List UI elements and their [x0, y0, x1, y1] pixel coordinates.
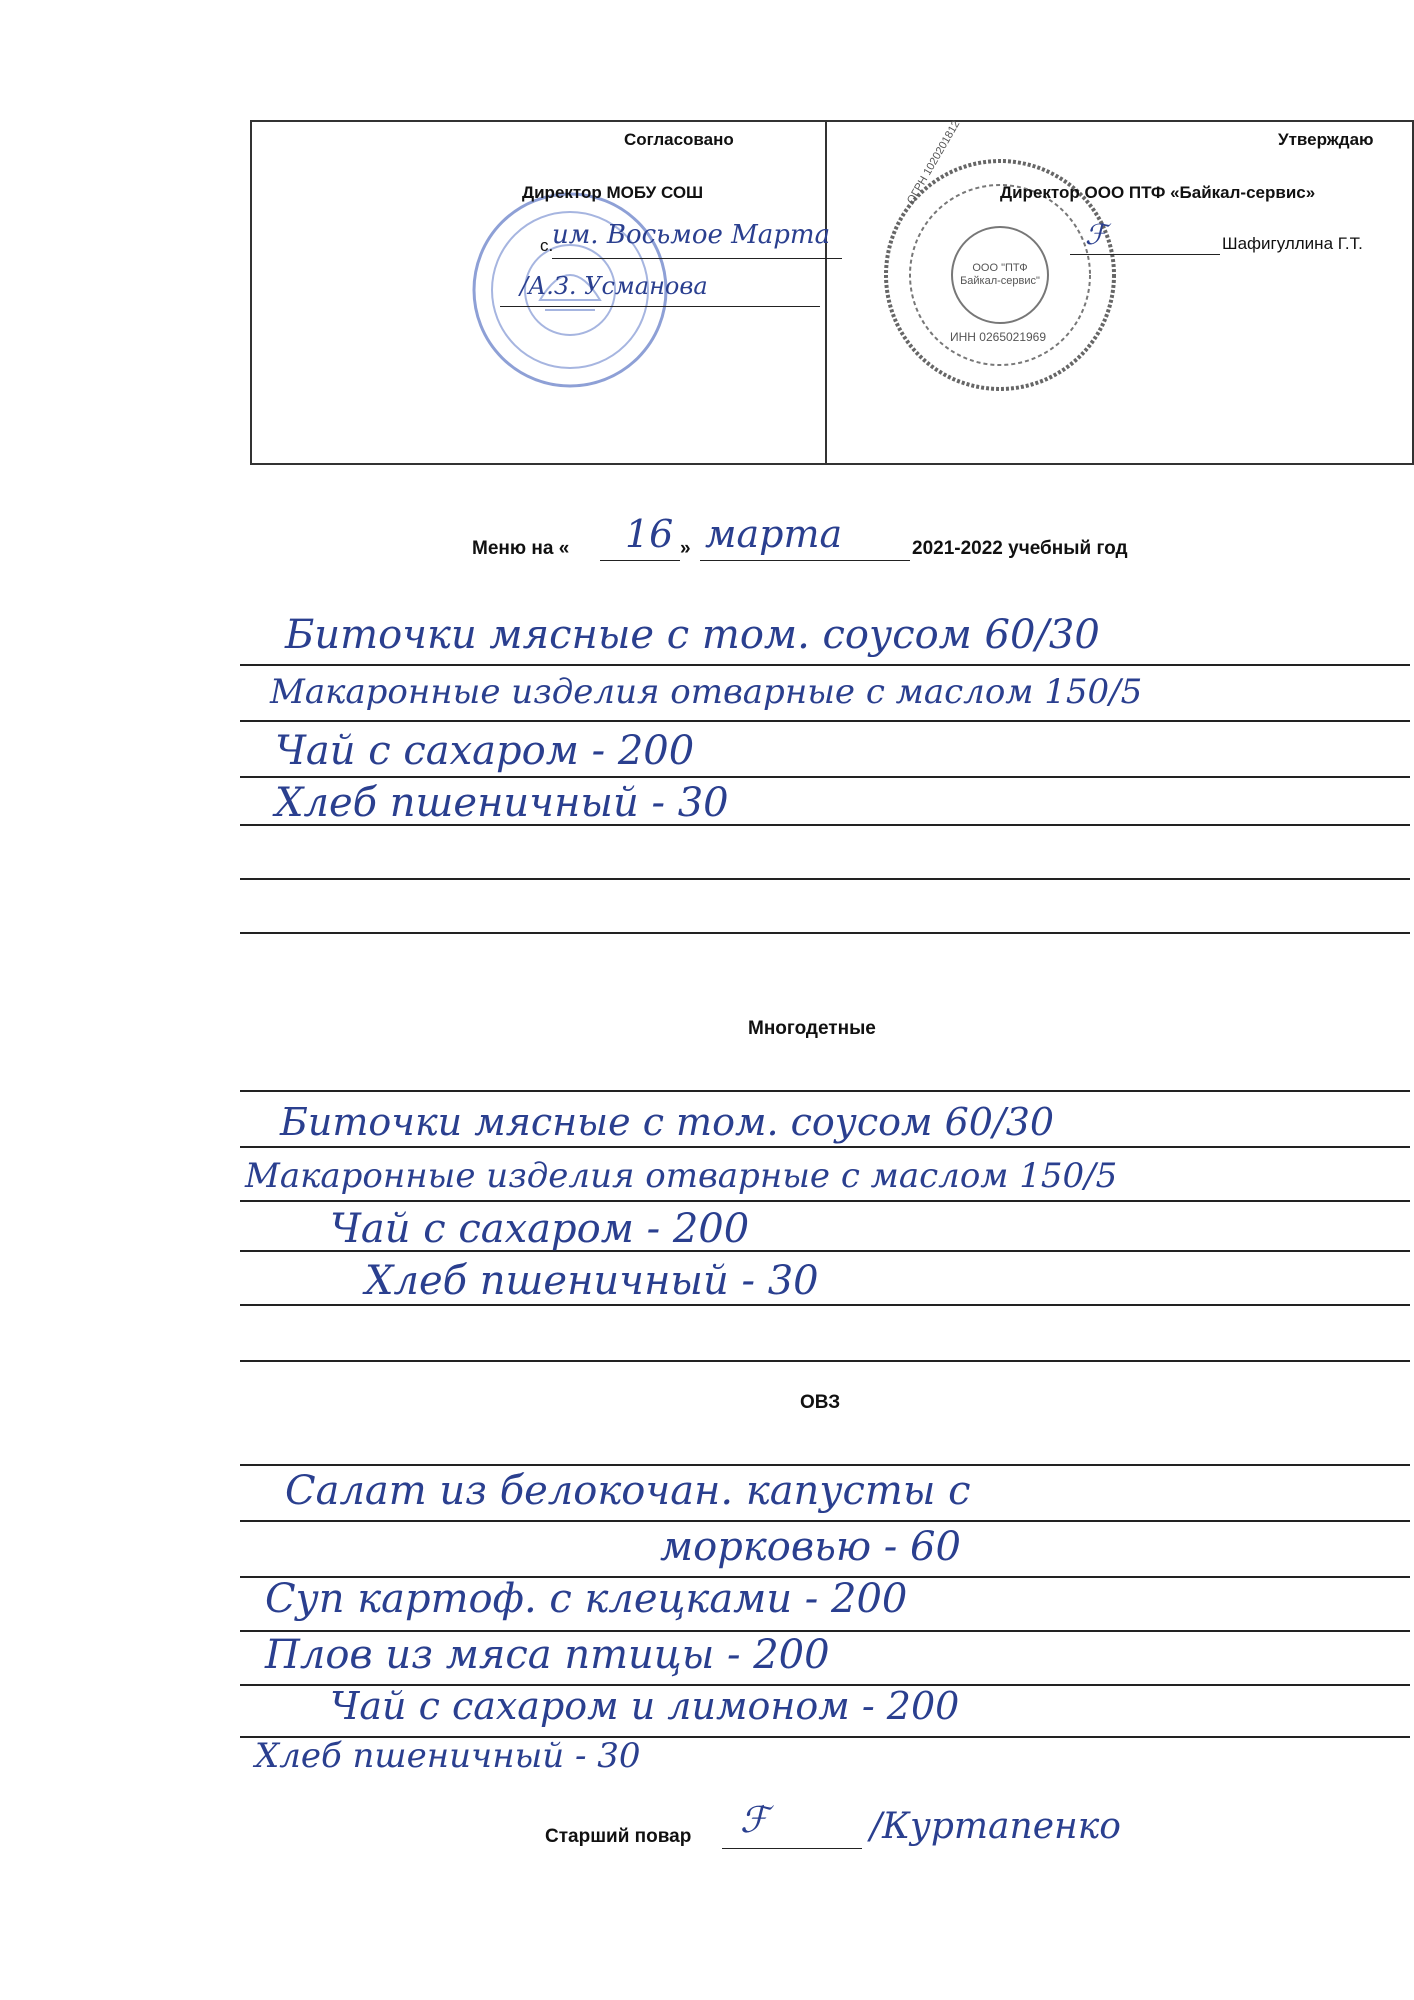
rule-line — [240, 776, 1410, 778]
company-stamp-inn: ИНН 0265021969 — [950, 330, 1047, 344]
menu-title-mid: » — [680, 538, 691, 559]
rule-line — [240, 878, 1410, 880]
menu-title-day: 16 — [625, 512, 674, 556]
menu-title-day-underline — [600, 560, 680, 561]
rule-line — [240, 1090, 1410, 1092]
menu-title-month-underline — [700, 560, 910, 561]
rule-line — [240, 1520, 1410, 1522]
header-divider — [825, 122, 827, 463]
menu-title-month: марта — [705, 512, 843, 556]
ovz-item: Плов из мяса птицы - 200 — [265, 1632, 830, 1678]
large-families-item: Биточки мясные с том. соусом 60/30 — [280, 1100, 1055, 1144]
rule-line — [240, 1304, 1410, 1306]
ovz-item: Салат из белокочан. капусты с — [285, 1468, 971, 1514]
right-signature-underline — [1070, 254, 1220, 255]
left-school-underline — [552, 258, 842, 259]
rule-line — [240, 1200, 1410, 1202]
right-director-signature: ℱ — [1085, 218, 1108, 251]
rule-line — [240, 664, 1410, 666]
company-stamp-text: ООО "ПТФ Байкал-сервис" — [960, 262, 1040, 288]
ovz-item: морковью - 60 — [660, 1524, 961, 1570]
rule-line — [240, 1360, 1410, 1362]
large-families-item: Макаронные изделия отварные с маслом 150/5 — [245, 1156, 1118, 1196]
section-title-ovz: ОВЗ — [800, 1392, 841, 1413]
ovz-item: Суп картоф. с клецками - 200 — [265, 1576, 908, 1622]
approval-header-box — [250, 120, 1414, 465]
rule-line — [240, 1146, 1410, 1148]
right-approval-position: Директор ООО ПТФ «Байкал-сервис» — [1000, 183, 1316, 202]
rule-line — [240, 720, 1410, 722]
right-approval-title: Утверждаю — [1278, 130, 1374, 149]
rule-line — [240, 1464, 1410, 1466]
footer-signature-surname: /Куртапенко — [870, 1806, 1121, 1847]
large-families-item: Чай с сахаром - 200 — [330, 1206, 750, 1252]
menu-title-prefix: Меню на « — [472, 538, 570, 559]
left-school-prefix: с. — [540, 236, 554, 255]
menu-item: Чай с сахаром - 200 — [275, 728, 695, 774]
left-school-handwritten: им. Восьмое Марта — [552, 220, 831, 250]
large-families-item: Хлеб пшеничный - 30 — [365, 1258, 819, 1304]
menu-item: Хлеб пшеничный - 30 — [275, 780, 729, 826]
menu-title-year: 2021-2022 учебный год — [912, 538, 1128, 559]
company-stamp-ogrn: ОГРН 1020201812 — [905, 118, 963, 206]
left-approval-position: Директор МОБУ СОШ — [522, 183, 704, 202]
left-signature-underline — [500, 306, 820, 307]
footer-signature-underline — [722, 1848, 862, 1849]
right-signer-name: Шафигуллина Г.Т. — [1222, 234, 1363, 253]
rule-line — [240, 932, 1410, 934]
left-signature-line: /А.З. Усманова — [520, 272, 708, 300]
section-title-large-families: Многодетные — [748, 1018, 876, 1039]
menu-item: Биточки мясные с том. соусом 60/30 — [285, 612, 1100, 658]
left-approval-title: Согласовано — [624, 130, 734, 149]
menu-item: Макаронные изделия отварные с маслом 150/5 — [270, 672, 1143, 712]
footer-signature-mark: ℱ — [740, 1800, 769, 1841]
footer-label: Старший повар — [545, 1826, 692, 1847]
ovz-item: Хлеб пшеничный - 30 — [255, 1736, 641, 1776]
ovz-item: Чай с сахаром и лимоном - 200 — [330, 1684, 960, 1728]
